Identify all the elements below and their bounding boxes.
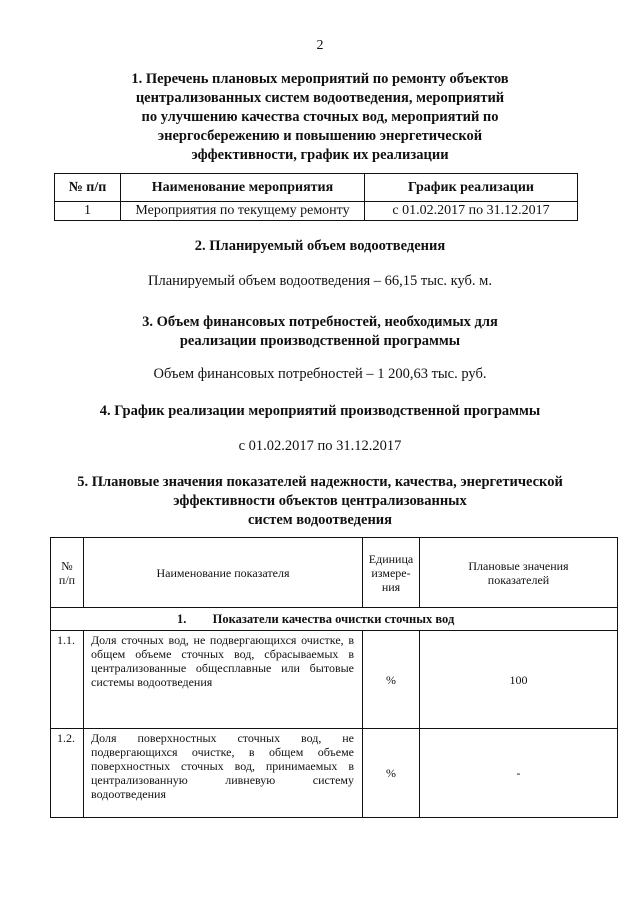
row-unit: % — [363, 631, 420, 729]
column-header: Наименование показателя — [84, 538, 363, 608]
column-header: Наименование мероприятия — [121, 174, 365, 202]
section-1-title-line: эффективности, график их реализации — [191, 147, 449, 163]
section-row-title: Показатели качества очистки сточных вод — [212, 612, 455, 626]
section-5-title-line: систем водоотведения — [247, 512, 393, 528]
section-5-title — [0, 473, 640, 530]
section-5-title-line: 5. Плановые значения показателей надежности, качества, энергетической — [77, 474, 563, 490]
section-3-title — [0, 313, 640, 351]
section-row-cell — [51, 608, 618, 631]
section-2-text: Планируемый объем водоотведения – 66,15 тыс. куб. м. — [148, 273, 492, 289]
table-row — [51, 729, 618, 818]
table-cell: 1 — [55, 202, 121, 221]
column-header: № п/п — [55, 174, 121, 202]
section-3-title-line: реализации производственной программы — [179, 333, 461, 349]
section-1-title-line: энергосбережению и повышению энергетической — [157, 128, 483, 144]
column-header: График реализации — [365, 174, 578, 202]
column-header: Плановые значения показателей — [420, 538, 618, 608]
section-row-number: 1. — [177, 612, 187, 626]
indicators-table — [50, 537, 618, 818]
section-2-title: 2. Планируемый объем водоотведения — [194, 238, 446, 254]
section-1-title-line: 1. Перечень плановых мероприятий по ремонту объектов — [131, 71, 509, 87]
column-header: Единица измере- ния — [363, 538, 420, 608]
section-1-title — [0, 70, 640, 165]
section-3-title-line: 3. Объем финансовых потребностей, необходимых для — [142, 314, 498, 330]
section-1-title-line: централизованных систем водоотведения, мероприятий — [135, 90, 505, 106]
row-unit: % — [363, 729, 420, 818]
section-1-title-line: по улучшению качества сточных вод, мероприятий по — [141, 109, 499, 125]
section-4-text: с 01.02.2017 по 31.12.2017 — [238, 438, 402, 454]
row-name: Доля сточных вод, не подвергающихся очистке, в общем объеме сточных вод, сбрасываемых в централизованные общесплавные или бытовые системы водоотведения — [84, 631, 363, 729]
table-row — [51, 631, 618, 729]
row-number: 1.1. — [51, 631, 84, 729]
section-3-text: Объем финансовых потребностей – 1 200,63 тыс. руб. — [153, 366, 487, 382]
section-4-title: 4. График реализации мероприятий производственной программы — [99, 403, 541, 419]
section-5-title-line: эффективности объектов централизованных — [173, 493, 467, 509]
row-value: 100 — [420, 631, 618, 729]
row-name: Доля поверхностных сточных вод, не подвергающихся очистке, в общем объеме поверхностных сточных вод, принимаемых в централизованную ливневую систему водоотведения — [84, 729, 363, 818]
column-header: № п/п — [51, 538, 84, 608]
page-number: 2 — [316, 38, 324, 53]
activities-table — [54, 173, 578, 221]
row-number: 1.2. — [51, 729, 84, 818]
table-cell: с 01.02.2017 по 31.12.2017 — [365, 202, 578, 221]
row-value: - — [420, 729, 618, 818]
table-cell: Мероприятия по текущему ремонту — [121, 202, 365, 221]
table-row — [55, 202, 578, 221]
table-section-row — [51, 608, 618, 631]
